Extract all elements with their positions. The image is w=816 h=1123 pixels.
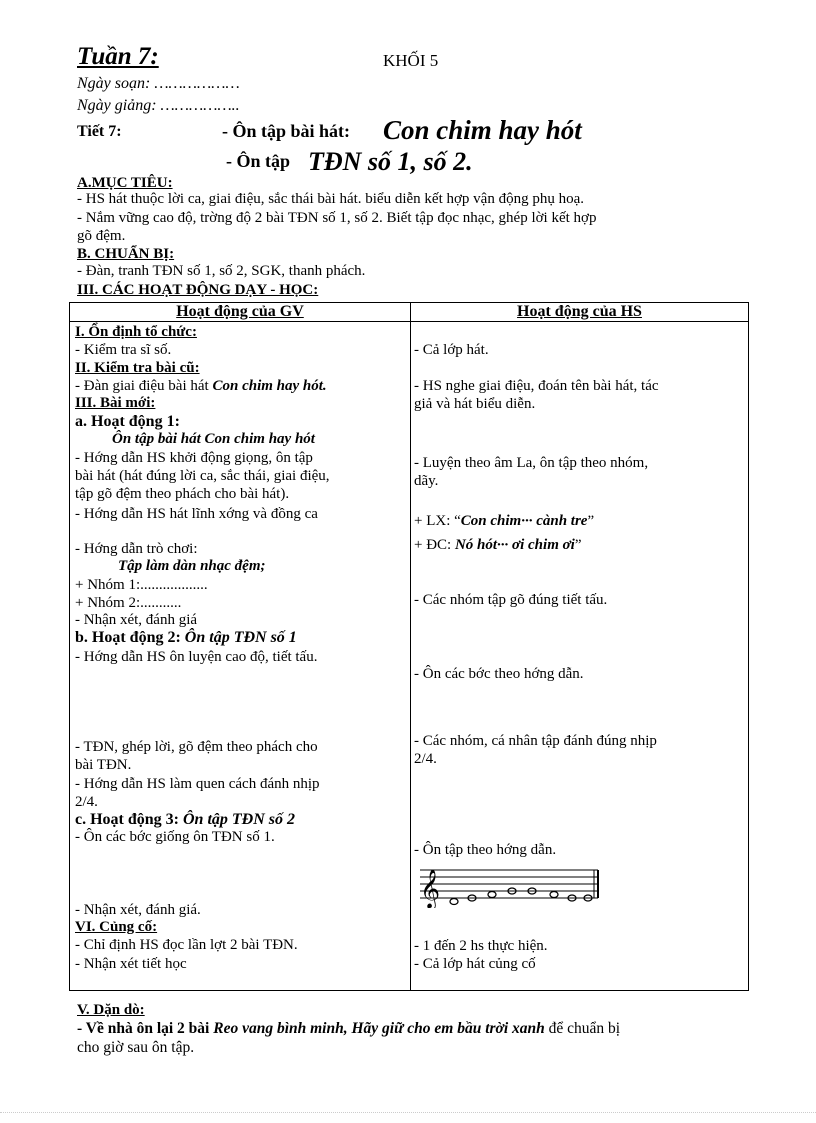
gv-game-title: Tập làm dàn nhạc đệm; [118,558,266,574]
gv-b-2: - TĐN, ghép lời, gõ đệm theo phách cho [75,739,318,755]
prep-date: Ngày soạn: ……………… [77,75,240,92]
gv-b-1: - Hớng dẫn HS ôn luyện cao độ, tiết tấu. [75,649,318,665]
gv-activity1-subtitle: Ôn tập bài hát Con chim hay hót [112,431,315,447]
gv-s6-1: - Chỉ định HS đọc lần lợt 2 bài TĐN. [75,937,298,953]
gv-a-6: - Nhận xét, đánh giá [75,612,198,628]
gv-s1-1: - Kiểm tra sĩ số. [75,342,172,358]
homework-line2: cho giờ sau ôn tập. [77,1039,195,1056]
lesson-line2-prefix: - Ôn tập [226,151,291,171]
gv-a-4: - Hớng dẫn HS hát lĩnh xớng và đồng ca [75,506,318,522]
gv-b-3: bài TĐN. [75,757,132,773]
homework-line1: - Về nhà ôn lại 2 bài Reo vang bình minh, Hãy giữ cho em bầu trời xanh để chuẩn bị [77,1020,621,1037]
gv-c-2: - Nhận xét, đánh giá. [75,902,201,918]
objective-3: gõ đệm. [77,228,126,244]
gv-activity3-title: c. Hoạt động 3: Ôn tập TĐN số 2 [75,811,296,828]
gv-b-5: 2/4. [75,794,98,810]
gv-s3-title: III. Bài mới: [75,395,156,411]
hs-2-1: - HS nghe giai điệu, đoán tên bài hát, tác [414,378,659,394]
gv-s6-title: VI. Củng cố: [75,919,158,935]
gv-c-1: - Ôn các bớc giống ôn TĐN số 1. [75,829,275,845]
gv-a-2: bài hát (hát đúng lời ca, sắc thái, giai điệu, [75,468,330,484]
objective-2: - Nắm vững cao độ, trờng độ 2 bài TĐN số 1, số 2. Biết tập đọc nhạc, ghép lời kết hợp [77,210,597,226]
hs-1: - Cả lớp hát. [414,342,489,358]
hs-3-1: - Luyện theo âm La, ôn tập theo nhóm, [414,455,649,471]
section-v-title: V. Dặn dò: [77,1002,145,1018]
week-title: Tuần 7: [77,43,159,70]
hs-8-2: 2/4. [414,751,437,767]
music-staff-image [416,864,600,908]
lesson-line1-prefix: - Ôn tập bài hát: [222,121,351,141]
gv-activity1-title: a. Hoạt động 1: [75,413,180,430]
objective-1: - HS hát thuộc lời ca, giai điệu, sắc thái bài hát. biểu diễn kết hợp vận động phụ hoạ. [77,191,584,207]
hs-2-2: giả và hát biểu diễn. [414,396,536,412]
hs-10: - 1 đến 2 hs thực hiện. [414,938,548,954]
gv-a-5: - Hớng dẫn trò chơi: [75,541,198,557]
hs-9: - Ôn tập theo hớng dẫn. [414,842,557,858]
gv-activity2-title: b. Hoạt động 2: Ôn tập TĐN số 1 [75,629,297,646]
section-c-title: III. CÁC HOẠT ĐỘNG DẠY - HỌC: [77,282,319,298]
page-bottom-divider [0,1112,816,1113]
gv-b-4: - Hớng dẫn HS làm quen cách đánh nhịp [75,776,320,792]
hs-6: - Các nhóm tập gõ đúng tiết tấu. [414,592,608,608]
hs-4: + LX: “Con chim··· cành tre” [414,513,595,529]
hs-5: + ĐC: Nó hót··· ơi chim ơi” [414,537,582,553]
song-title: Con chim hay hót [383,115,582,145]
gv-group-2: + Nhóm 2:........... [75,595,182,611]
col-header-teacher: Hoạt động của GV [70,303,411,322]
gv-a-3: tập gõ đệm theo phách cho bài hát). [75,486,290,502]
treble-clef-icon: 𝄞 [420,869,441,908]
gv-a-1: - Hớng dẫn HS khởi động giọng, ôn tập [75,450,313,466]
gv-group-1: + Nhóm 1:.................. [75,577,208,593]
gv-s1-title: I. Ổn định tổ chức: [75,324,197,340]
gv-s6-2: - Nhận xét tiết học [75,956,187,972]
lesson-number: Tiết 7: [77,123,122,140]
hs-7: - Ôn các bớc theo hớng dẫn. [414,666,584,682]
preparation-1: - Đàn, tranh TĐN số 1, số 2, SGK, thanh phách. [77,263,366,279]
section-b-title: B. CHUẨN BỊ: [77,246,175,262]
gv-s2-1: - Đàn giai điệu bài hát Con chim hay hót. [75,378,327,394]
teach-date: Ngày giảng: …………….. [77,97,240,114]
hs-11: - Cả lớp hát củng cố [414,956,536,972]
col-header-student: Hoạt động của HS [411,303,749,322]
tdn-title: TĐN số 1, số 2. [308,147,473,176]
hs-8-1: - Các nhóm, cá nhân tập đánh đúng nhịp [414,733,657,749]
hs-3-2: dãy. [414,473,439,489]
grade-title: KHỐI 5 [383,51,439,70]
gv-s2-title: II. Kiểm tra bài cũ: [75,360,200,376]
section-a-title: A.MỤC TIÊU: [77,175,173,191]
